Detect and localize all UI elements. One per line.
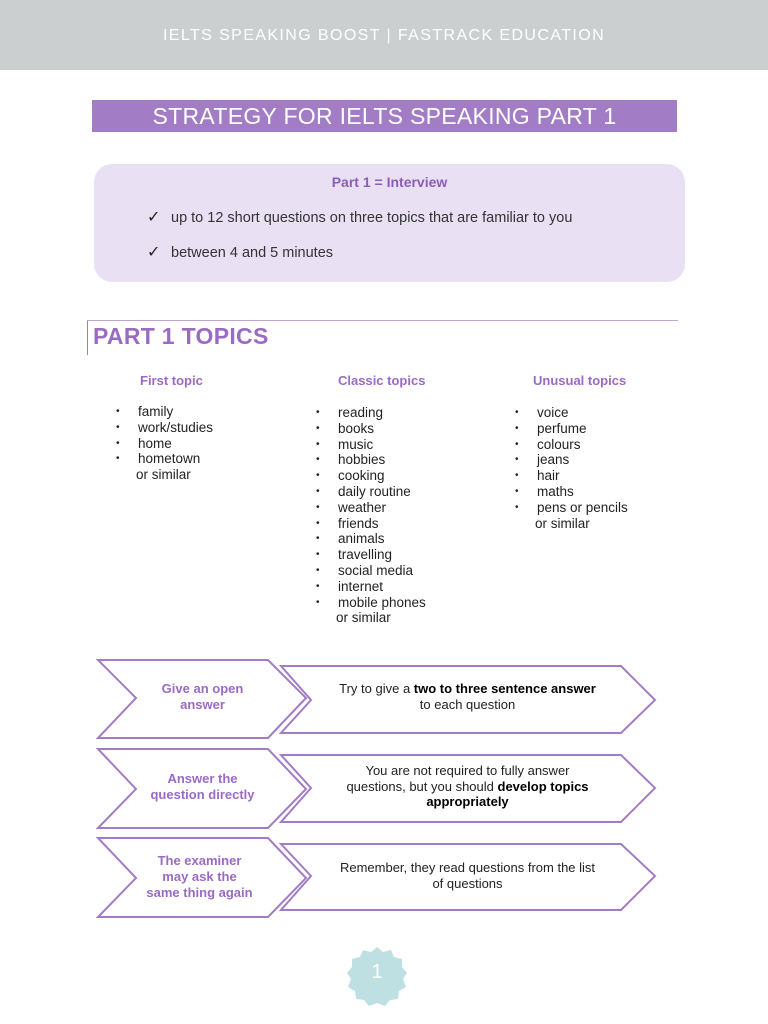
- bullet-icon: •: [316, 501, 320, 513]
- topics-heading: PART 1 TOPICS: [93, 323, 269, 349]
- tip-text: Try to give a two to three sentence answer to each question: [339, 681, 596, 712]
- section-divider-accent: [87, 321, 88, 355]
- page-number: 1: [371, 961, 383, 983]
- topic-item: • reading: [316, 405, 384, 420]
- intro-point: [147, 207, 572, 227]
- bullet-icon: •: [316, 485, 320, 497]
- topic-note: or similar: [535, 515, 590, 531]
- topic-note: or similar: [336, 610, 391, 626]
- bullet-icon: •: [515, 438, 519, 450]
- bullet-icon: •: [316, 533, 320, 545]
- topic-item: • pens or pencils: [515, 499, 628, 515]
- bullet-icon: •: [515, 501, 519, 513]
- intro-heading: Part 1 = Interview: [331, 174, 448, 190]
- topic-list-first: [116, 404, 213, 483]
- bullet-icon: •: [116, 453, 120, 465]
- topic-item: • maths: [515, 483, 574, 499]
- check-icon: ✓: [147, 209, 161, 226]
- bullet-icon: •: [316, 580, 320, 592]
- topic-item: • friends: [316, 515, 379, 531]
- topic-item: • animals: [316, 531, 385, 547]
- intro-point-text: between 4 and 5 minutes: [171, 245, 334, 261]
- topic-item: • family: [116, 404, 174, 419]
- check-icon: ✓: [147, 244, 161, 261]
- bullet-icon: •: [515, 422, 519, 434]
- tip-label: Give an open answer: [161, 681, 244, 712]
- topic-list-unusual: [515, 405, 628, 531]
- bullet-icon: •: [316, 454, 320, 466]
- topic-item: • hobbies: [316, 452, 386, 468]
- topic-item: • social media: [316, 562, 414, 578]
- column-heading-unusual-topics: Unusual topics: [533, 373, 627, 388]
- intro-point-text: up to 12 short questions on three topics that are familiar to you: [171, 210, 573, 226]
- topic-item: • mobile phones: [316, 594, 426, 610]
- bullet-icon: •: [316, 596, 320, 608]
- topic-item: • work/studies: [116, 419, 214, 435]
- topic-item: • perfume: [515, 420, 587, 436]
- topic-item: • hometown: [116, 451, 201, 467]
- bullet-icon: •: [316, 517, 320, 529]
- bullet-icon: •: [316, 438, 320, 450]
- bullet-icon: •: [316, 470, 320, 482]
- bullet-icon: •: [116, 437, 120, 449]
- topic-item: • jeans: [515, 452, 570, 468]
- topic-item: • voice: [515, 405, 569, 420]
- bullet-icon: •: [316, 549, 320, 561]
- bullet-icon: •: [515, 470, 519, 482]
- topic-item: • home: [116, 435, 172, 451]
- bullet-icon: •: [116, 406, 120, 417]
- header-title: IELTS SPEAKING BOOST | FASTRACK EDUCATION: [162, 27, 606, 44]
- title-banner: [92, 100, 677, 132]
- bullet-icon: •: [515, 485, 519, 497]
- bullet-icon: •: [316, 407, 320, 418]
- tip-text: You are not required to fully answer questions, but you should develop topics appropriately: [346, 763, 589, 809]
- intro-point: [147, 242, 333, 262]
- bullet-icon: •: [316, 564, 320, 576]
- page-title: STRATEGY FOR IELTS SPEAKING PART 1: [152, 103, 617, 129]
- bullet-icon: •: [515, 454, 519, 466]
- topic-list-classic: [316, 405, 426, 626]
- bullet-icon: •: [116, 421, 120, 433]
- topic-item: • travelling: [316, 547, 393, 563]
- topic-item: • music: [316, 436, 374, 452]
- bullet-icon: •: [316, 422, 320, 434]
- topic-item: • internet: [316, 578, 384, 594]
- topic-note: or similar: [136, 467, 191, 483]
- section-divider: [87, 320, 678, 321]
- tip-text: Remember, they read questions from the list of questions: [339, 860, 596, 891]
- topic-item: • daily routine: [316, 483, 411, 499]
- column-heading-first-topic: First topic: [140, 373, 203, 388]
- tip-label: Answer the question directly: [150, 771, 255, 802]
- tip-label: The examiner may ask the same thing again: [146, 853, 253, 900]
- topic-item: • cooking: [316, 468, 385, 484]
- bullet-icon: •: [515, 407, 519, 418]
- topic-item: • colours: [515, 436, 581, 452]
- topic-item: • weather: [316, 499, 387, 515]
- topic-item: • books: [316, 420, 375, 436]
- column-heading-classic-topics: Classic topics: [338, 373, 426, 388]
- topic-item: • hair: [515, 468, 560, 484]
- intro-box: [94, 164, 685, 282]
